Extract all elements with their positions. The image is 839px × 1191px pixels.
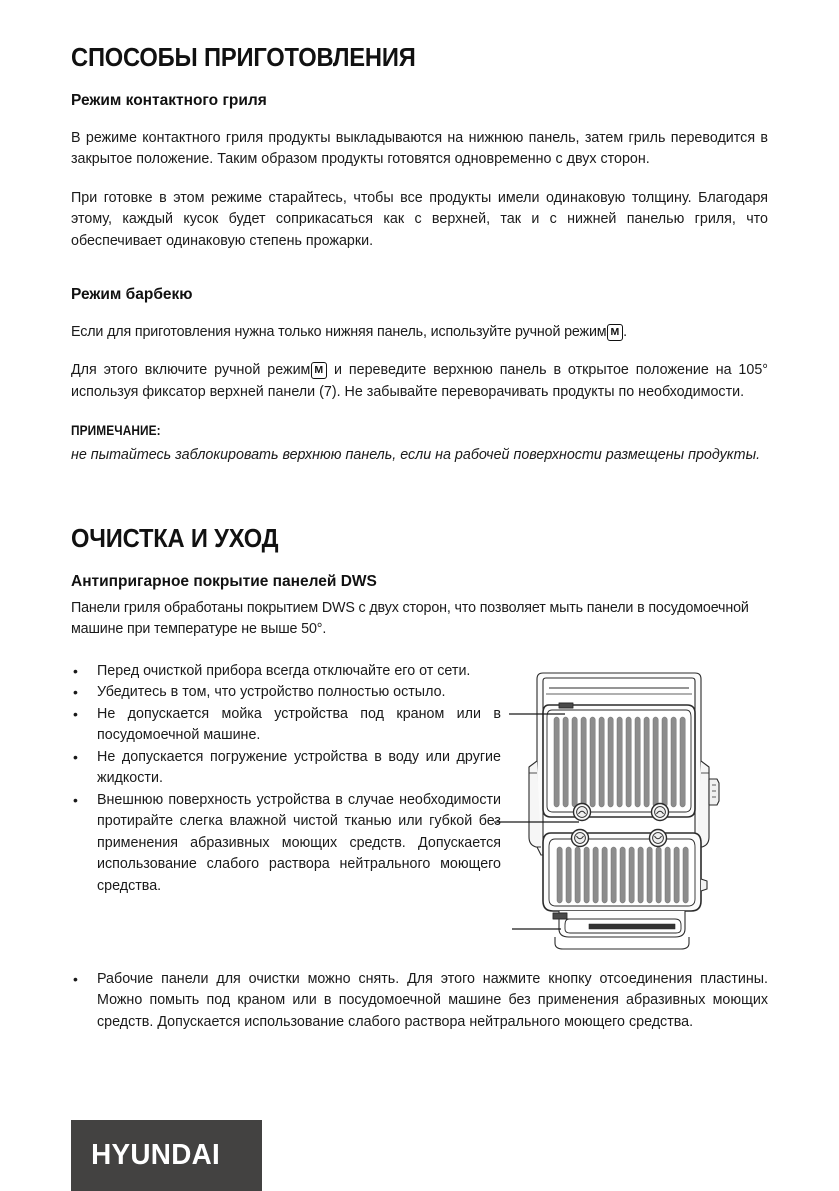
paragraph-barbecue-2-text-after: и переведите верхнюю панель в открытое положение на 105° используя фиксатор верхней панели (7). Не забывайте переворачивать продукты по необходимости. [71, 362, 768, 400]
section-title-cleaning-and-care: ОЧИСТКА И УХОД [71, 524, 279, 553]
brand-logo [71, 1120, 262, 1191]
section-title-cooking-methods: СПОСОБЫ ПРИГОТОВЛЕНИЯ [71, 44, 416, 72]
list-item: • Внешнюю поверхность устройства в случае необходимости протирайте слегка влажной чистой тканью или губкой без применения абразивных моющих средств. Допускается использование слабого раствора нейтрального моющего средства. [71, 790, 501, 898]
paragraph-contact-grill-1: В режиме контактного гриля продукты выкладываются на нижнюю панель, затем гриль переводится в закрытое положение. Таким образом продукты готовятся одновременно с двух сторон. [71, 129, 768, 168]
manual-mode-key-icon: M [607, 324, 623, 341]
page-content [71, 0, 768, 1033]
subsection-title-dws-coating: Антипригарное покрытие панелей DWS [71, 572, 377, 590]
cleaning-bullet-list [71, 661, 501, 898]
cleaning-bullets-and-illustration [71, 661, 768, 961]
note-heading: ПРИМЕЧАНИЕ: [71, 423, 161, 439]
subsection-title-contact-grill-mode: Режим контактного гриля [71, 92, 267, 110]
paragraph-barbecue-2 [71, 360, 768, 403]
subsection-title-barbecue-mode: Режим барбекю [71, 286, 193, 304]
note-text: не пытайтесь заблокировать верхнюю панель, если на рабочей поверхности размещены продукты. [71, 447, 761, 464]
paragraph-dws-coating: Панели гриля обработаны покрытием DWS с двух сторон, что позволяет мыть панели в посудомоечной машине при температуре не выше 50°. [71, 599, 749, 638]
paragraph-contact-grill-2: При готовке в этом режиме старайтесь, чтобы все продукты имели одинаковую толщину. Благодаря этому, каждый кусок будет соприкасаться как с верхней, так и с нижней панелью гриля, что обеспечивает одинаковую степень прожарки. [71, 189, 768, 249]
illustration-column [501, 661, 768, 961]
paragraph-barbecue-1-text-before: Если для приготовления нужна только нижняя панель, используйте ручной режим [71, 323, 607, 340]
cleaning-bullet-list-full-width [71, 969, 768, 1034]
paragraph-barbecue-1 [71, 322, 768, 344]
list-item: • Рабочие панели для очистки можно снять. Для этого нажмите кнопку отсоединения пластины. Можно помыть под краном или в посудомоечной машине без применения абразивных моющих средств. Допускается использование слабого раствора нейтрального моющего средства. [71, 969, 768, 1034]
list-item: • Перед очисткой прибора всегда отключайте его от сети. [71, 661, 501, 683]
cleaning-bullets-column [71, 661, 501, 898]
grill-diagram [493, 661, 761, 961]
paragraph-barbecue-2-text-before: Для этого включите ручной режим [71, 362, 311, 379]
list-item: • Не допускается мойка устройства под краном или в посудомоечной машине. [71, 704, 501, 747]
paragraph-barbecue-1-text-after: . [623, 323, 627, 340]
brand-wordmark: HYUNDAI [91, 1139, 221, 1171]
manual-mode-key-icon-2: M [311, 362, 327, 379]
list-item: • Не допускается погружение устройства в воду или другие жидкости. [71, 747, 501, 790]
list-item: • Убедитесь в том, что устройство полностью остыло. [71, 682, 501, 704]
